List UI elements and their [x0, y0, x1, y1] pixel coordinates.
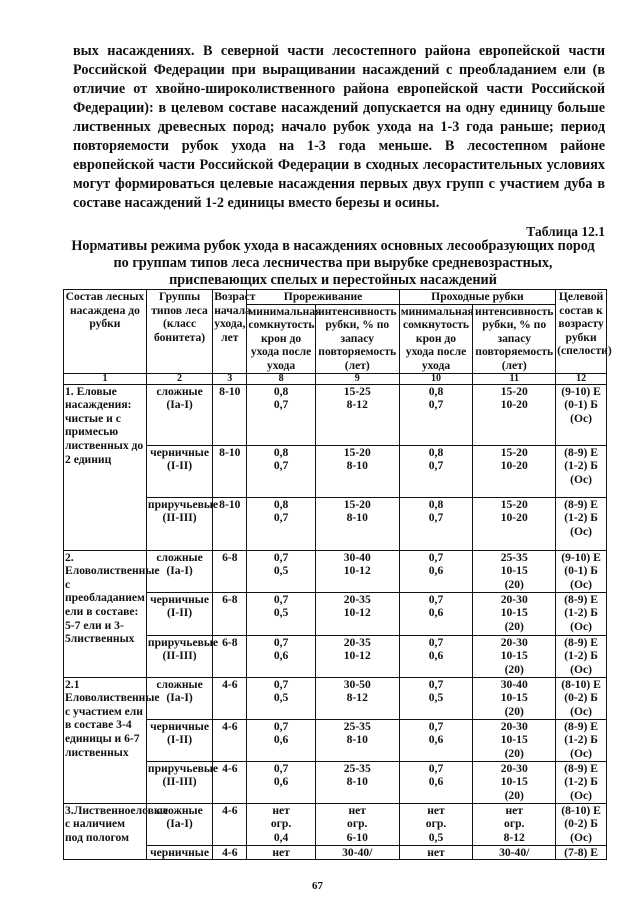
- target-composition-cell: (8-10) Е (0-2) Б (Ос): [556, 803, 607, 845]
- thinning-intensity-cell: 20-35 10-12: [315, 592, 399, 635]
- forest-type-cell: приручьевые (II-III): [146, 635, 212, 677]
- thinning-intensity-cell: 20-35 10-12: [315, 635, 399, 677]
- col-num: 11: [473, 373, 556, 384]
- passage-intensity-cell: 15-20 10-20: [473, 384, 556, 445]
- forest-type-cell: черничные (I-II): [146, 592, 212, 635]
- passage-intensity-cell: нет огр. 8-12: [473, 803, 556, 845]
- passage-density-cell: 0,7 0,6: [399, 635, 473, 677]
- passage-intensity-cell: 20-30 10-15 (20): [473, 592, 556, 635]
- page-number: 67: [312, 880, 323, 892]
- header-age: Возраст начала ухода, лет: [213, 290, 247, 374]
- table-title: Нормативы режима рубок ухода в насаждениях основных лесообразующих пород по группам типов леса лесничества при вырубке средневозрастных, приспевающих спелых и перестойных насаждений: [71, 238, 595, 288]
- table-row: [64, 384, 607, 445]
- thinning-density-cell: 0,8 0,7: [247, 384, 315, 445]
- table-body: [64, 384, 607, 860]
- forest-norms-table: [63, 289, 612, 860]
- target-composition-cell: (8-9) Е (1-2) Б (Ос): [556, 719, 607, 761]
- age-cell: 4-6: [213, 845, 247, 860]
- composition-cell: 2. Еловолиственные с преобладанием ели в составе: 5-7 ели и 3-5лиственных: [64, 550, 147, 677]
- thinning-intensity-cell: нет огр. 6-10: [315, 803, 399, 845]
- age-cell: 4-6: [213, 803, 247, 845]
- age-cell: 6-8: [213, 550, 247, 592]
- forest-type-cell: приручьевые (II-III): [146, 761, 212, 803]
- passage-density-cell: нет огр. 0,5: [399, 803, 473, 845]
- header-target: Целевой состав к возрасту рубки (спелости): [556, 290, 607, 374]
- header-intensity: интенсивность рубки, % по запасу повторяемость (лет): [315, 304, 399, 373]
- thinning-intensity-cell: 15-25 8-12: [315, 384, 399, 445]
- passage-density-cell: 0,7 0,6: [399, 550, 473, 592]
- target-composition-cell: (8-10) Е (0-2) Б (Ос): [556, 677, 607, 719]
- body-paragraph: вых насаждениях. В северной части лесостепного района европейской части Российской Федерации при выращивании насаждений с преобладанием ели (в отличие от хвойно-широколиственного района европейской части Российской Федерации): в целевом составе насаждений допускается на одну единицу больше лиственных древесных пород; начало рубок ухода на 1-3 года раньше; период повторяемости рубок ухода на 1-3 года меньше. В лесостепном районе европейской части Российской Федерации в сходных лесорастительных условиях могут формироваться целевые насаждения первых двух групп с участием дуба в составе насаждений 1-2 единицы вместо березы и осины.: [73, 43, 605, 211]
- thinning-density-cell: 0,7 0,5: [247, 592, 315, 635]
- col-num: 12: [556, 373, 607, 384]
- composition-cell: 3.Лиственноеловые с наличием под пологом: [64, 803, 147, 860]
- thinning-density-cell: 0,7 0,5: [247, 550, 315, 592]
- header-forest-type: Группы типов леса (класс бонитета): [146, 290, 212, 374]
- composition-cell: 1. Еловые насаждения: чистые и с примесью лиственных до 2 единиц: [64, 384, 147, 550]
- col-num: 8: [247, 373, 315, 384]
- header-min-density: минимальная сомкнутость крон до ухода после ухода: [248, 304, 322, 372]
- age-cell: 4-6: [213, 761, 247, 803]
- thinning-density-cell: нет: [247, 845, 315, 860]
- header-min-density-2: минимальная сомкнутость крон до ухода после ухода: [400, 304, 474, 372]
- thinning-intensity-cell: 30-50 8-12: [315, 677, 399, 719]
- passage-density-cell: 0,7 0,6: [399, 592, 473, 635]
- target-composition-cell: (8-9) Е (1-2) Б (Ос): [556, 497, 607, 550]
- passage-intensity-cell: 20-30 10-15 (20): [473, 719, 556, 761]
- thinning-density-cell: 0,8 0,7: [247, 497, 315, 550]
- passage-intensity-cell: 20-30 10-15 (20): [473, 761, 556, 803]
- header-thinning: Прореживание: [247, 290, 399, 305]
- thinning-density-cell: нет огр. 0,4: [247, 803, 315, 845]
- age-cell: 6-8: [213, 592, 247, 635]
- forest-type-cell: черничные (I-II): [146, 445, 212, 497]
- header-passage: Проходные рубки: [399, 290, 555, 305]
- age-cell: 8-10: [213, 445, 247, 497]
- target-composition-cell: (9-10) Е (0-1) Б (Ос): [556, 384, 607, 445]
- thinning-intensity-cell: 30-40 10-12: [315, 550, 399, 592]
- forest-type-cell: сложные (Ia-I): [146, 677, 212, 719]
- table-row: [64, 677, 607, 719]
- col-num: 1: [64, 373, 147, 384]
- passage-density-cell: 0,8 0,7: [399, 384, 473, 445]
- passage-density-cell: 0,7 0,5: [399, 677, 473, 719]
- passage-density-cell: 0,7 0,6: [399, 761, 473, 803]
- passage-intensity-cell: 20-30 10-15 (20): [473, 635, 556, 677]
- forest-type-cell: черничные: [146, 845, 212, 860]
- passage-intensity-cell: 30-40/: [473, 845, 556, 860]
- thinning-density-cell: 0,7 0,5: [247, 677, 315, 719]
- thinning-intensity-cell: 25-35 8-10: [315, 761, 399, 803]
- passage-density-cell: 0,7 0,6: [399, 719, 473, 761]
- target-composition-cell: (8-9) Е (1-2) Б (Ос): [556, 592, 607, 635]
- target-composition-cell: (8-9) Е (1-2) Б (Ос): [556, 761, 607, 803]
- passage-density-cell: 0,8 0,7: [399, 497, 473, 550]
- forest-type-cell: приручьевые (II-III): [146, 497, 212, 550]
- age-cell: 8-10: [213, 384, 247, 445]
- age-cell: 8-10: [213, 497, 247, 550]
- forest-type-cell: сложные (Ia-I): [146, 550, 212, 592]
- thinning-intensity-cell: 15-20 8-10: [315, 497, 399, 550]
- passage-intensity-cell: 15-20 10-20: [473, 445, 556, 497]
- passage-intensity-cell: 25-35 10-15 (20): [473, 550, 556, 592]
- header-intensity-2: интенсивность рубки, % по запасу повторяемость (лет): [473, 304, 556, 373]
- forest-type-cell: сложные (Ia-I): [146, 384, 212, 445]
- passage-intensity-cell: 15-20 10-20: [473, 497, 556, 550]
- header-composition: Состав лесных насаждена до рубки: [64, 290, 147, 374]
- col-num: 9: [315, 373, 399, 384]
- thinning-intensity-cell: 25-35 8-10: [315, 719, 399, 761]
- thinning-density-cell: 0,7 0,6: [247, 719, 315, 761]
- forest-type-cell: сложные (Ia-I): [146, 803, 212, 845]
- target-composition-cell: (9-10) Е (0-1) Б (Ос): [556, 550, 607, 592]
- passage-density-cell: 0,8 0,7: [399, 445, 473, 497]
- col-num: 3: [213, 373, 247, 384]
- table-row: [64, 550, 607, 592]
- thinning-density-cell: 0,7 0,6: [247, 761, 315, 803]
- target-composition-cell: (7-8) Е: [556, 845, 607, 860]
- age-cell: 4-6: [213, 677, 247, 719]
- thinning-intensity-cell: 15-20 8-10: [315, 445, 399, 497]
- passage-density-cell: нет: [399, 845, 473, 860]
- age-cell: 4-6: [213, 719, 247, 761]
- col-num: 2: [146, 373, 212, 384]
- target-composition-cell: (8-9) Е (1-2) Б (Ос): [556, 445, 607, 497]
- age-cell: 6-8: [213, 635, 247, 677]
- thinning-density-cell: 0,7 0,6: [247, 635, 315, 677]
- column-number-row: [64, 373, 607, 384]
- thinning-intensity-cell: 30-40/: [315, 845, 399, 860]
- thinning-density-cell: 0,8 0,7: [247, 445, 315, 497]
- col-num: 10: [399, 373, 473, 384]
- table-row: [64, 803, 607, 845]
- target-composition-cell: (8-9) Е (1-2) Б (Ос): [556, 635, 607, 677]
- composition-cell: 2.1 Еловолиственные с участием ели в составе 3-4 единицы и 6-7 лиственных: [64, 677, 147, 803]
- passage-intensity-cell: 30-40 10-15 (20): [473, 677, 556, 719]
- table-label: Таблица 12.1: [526, 224, 605, 239]
- forest-type-cell: черничные (I-II): [146, 719, 212, 761]
